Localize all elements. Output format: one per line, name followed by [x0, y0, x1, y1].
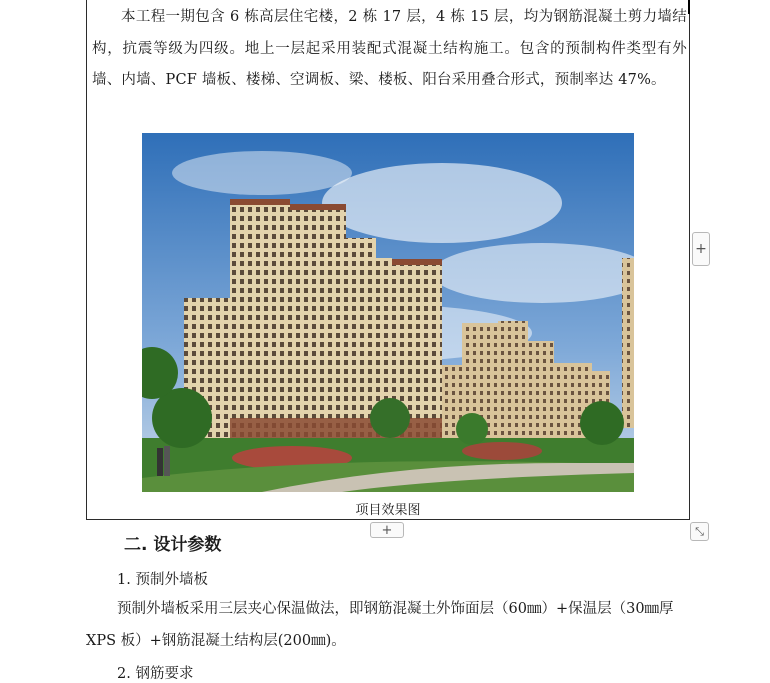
section-heading: 二. 设计参数 — [124, 535, 222, 555]
image-caption: 项目效果图 — [355, 503, 421, 518]
text-cursor — [688, 0, 690, 14]
project-rendering-image[interactable] — [142, 133, 634, 492]
table-resize-icon[interactable]: ⤡ — [690, 522, 709, 541]
add-row-button[interactable]: + — [370, 522, 404, 538]
add-column-button[interactable]: + — [692, 232, 710, 266]
item1-body[interactable]: 预制外墙板采用三层夹心保温做法，即钢筋混凝土外饰面层（60㎜）+保温层（30㎜厚 XPS 板）+钢筋混凝土结构层(200㎜)。 — [86, 601, 674, 649]
item2-title: 2. 钢筋要求 — [117, 666, 194, 682]
rendering-illustration — [142, 133, 634, 492]
intro-paragraph[interactable]: 本工程一期包含 6 栋高层住宅楼，2 栋 17 层，4 栋 15 层，均为钢筋混凝土剪力墙结构，抗震等级为四级。地上一层起采用装配式混凝土结构施工。包含的预制构件类型有外墙、内墙、PCF 墙板、楼梯、空调板、梁、楼板、阳台采用叠合形式，预制率达 47%。 — [92, 9, 687, 88]
item1-title: 1. 预制外墙板 — [117, 572, 208, 588]
